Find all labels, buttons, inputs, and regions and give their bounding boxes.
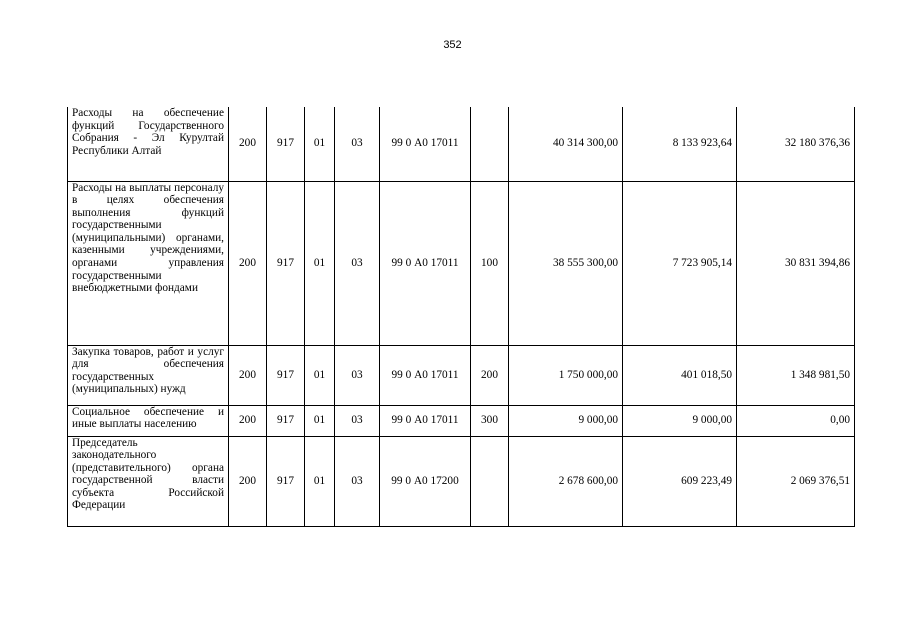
- row-name-cell: Закупка товаров, работ и услуг для обеспечения государственных (муниципальных) нужд: [68, 345, 229, 405]
- admin-code-cell: 200: [229, 107, 267, 181]
- section-cell: 01: [305, 181, 335, 345]
- executed-amount-cell: 7 723 905,14: [623, 181, 737, 345]
- row-name-cell: Председатель законодательного (представительного) органа государственной власти субъекта Российской Федерации: [68, 436, 229, 526]
- subsection-cell: 03: [335, 436, 380, 526]
- budget-table: [67, 107, 855, 527]
- approved-amount-cell: 2 678 600,00: [509, 436, 623, 526]
- table-row: [68, 181, 855, 345]
- remainder-amount-cell: 30 831 394,86: [737, 181, 855, 345]
- target-article-cell: 99 0 А0 17011: [380, 405, 471, 436]
- subsection-cell: 03: [335, 345, 380, 405]
- admin-code-cell: 200: [229, 405, 267, 436]
- expense-type-cell: 200: [471, 345, 509, 405]
- target-article-cell: 99 0 А0 17011: [380, 107, 471, 181]
- executed-amount-cell: 8 133 923,64: [623, 107, 737, 181]
- row-name-cell: Расходы на обеспечение функций Государственного Собрания - Эл Курултай Республики Алтай: [68, 107, 229, 181]
- table-row: [68, 436, 855, 526]
- subsection-cell: 03: [335, 107, 380, 181]
- section-cell: 01: [305, 405, 335, 436]
- remainder-amount-cell: 2 069 376,51: [737, 436, 855, 526]
- ministry-code-cell: 917: [267, 405, 305, 436]
- ministry-code-cell: 917: [267, 181, 305, 345]
- approved-amount-cell: 38 555 300,00: [509, 181, 623, 345]
- target-article-cell: 99 0 А0 17011: [380, 181, 471, 345]
- ministry-code-cell: 917: [267, 107, 305, 181]
- section-cell: 01: [305, 345, 335, 405]
- page-number: 352: [443, 39, 462, 51]
- executed-amount-cell: 9 000,00: [623, 405, 737, 436]
- row-name-cell: Социальное обеспечение и иные выплаты населению: [68, 405, 229, 436]
- approved-amount-cell: 9 000,00: [509, 405, 623, 436]
- remainder-amount-cell: 1 348 981,50: [737, 345, 855, 405]
- admin-code-cell: 200: [229, 345, 267, 405]
- approved-amount-cell: 1 750 000,00: [509, 345, 623, 405]
- expense-type-cell: [471, 107, 509, 181]
- admin-code-cell: 200: [229, 436, 267, 526]
- expense-type-cell: 100: [471, 181, 509, 345]
- table-row: [68, 405, 855, 436]
- target-article-cell: 99 0 А0 17011: [380, 345, 471, 405]
- remainder-amount-cell: 32 180 376,36: [737, 107, 855, 181]
- subsection-cell: 03: [335, 405, 380, 436]
- admin-code-cell: 200: [229, 181, 267, 345]
- table-row: [68, 107, 855, 181]
- expense-type-cell: [471, 436, 509, 526]
- subsection-cell: 03: [335, 181, 380, 345]
- section-cell: 01: [305, 107, 335, 181]
- section-cell: 01: [305, 436, 335, 526]
- ministry-code-cell: 917: [267, 345, 305, 405]
- expense-type-cell: 300: [471, 405, 509, 436]
- row-name-cell: Расходы на выплаты персоналу в целях обеспечения выполнения функций государственными (муниципальными) органами, казенными учреждениями, органами управления государственными внебюджетными фондами: [68, 181, 229, 345]
- remainder-amount-cell: 0,00: [737, 405, 855, 436]
- table-row: [68, 345, 855, 405]
- approved-amount-cell: 40 314 300,00: [509, 107, 623, 181]
- ministry-code-cell: 917: [267, 436, 305, 526]
- executed-amount-cell: 401 018,50: [623, 345, 737, 405]
- executed-amount-cell: 609 223,49: [623, 436, 737, 526]
- target-article-cell: 99 0 А0 17200: [380, 436, 471, 526]
